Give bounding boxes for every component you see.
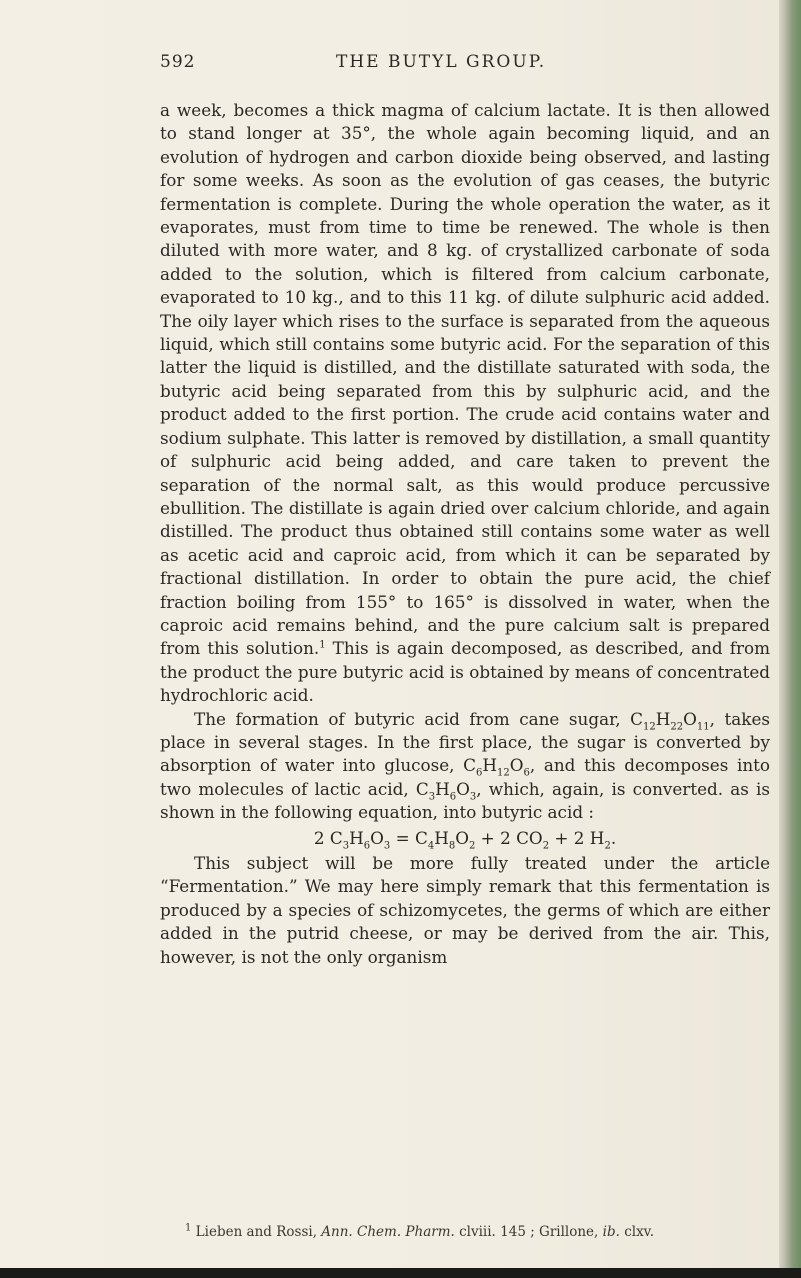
- body-text: [160, 99, 770, 969]
- page-number: 592: [160, 52, 196, 72]
- footnote: $^1$ Lieben and Rossi, Ann. Chem. Pharm. clviii. 145 ; Grillone, ib. clxv.: [185, 1222, 654, 1240]
- bottom-border: [0, 1268, 801, 1278]
- footnote-number: 1: [185, 1222, 192, 1234]
- footnote-marker: 1: [319, 639, 326, 651]
- page-header: [160, 52, 780, 76]
- running-head: THE BUTYL GROUP.: [336, 52, 547, 72]
- page-edge-shadow: [779, 0, 801, 1278]
- paragraph: a week, becomes a thick magma of calcium lactate. It is then allowed to stand longer at 35°, the whole again becoming liquid, and an evolution of hydrogen and carbon dioxide being observed, and lasting for some weeks. As soon as the evolution of gas ceases, the butyric fermentation is complete. During the whole operation the water, as it evaporates, must from time to time be renewed. The whole is then diluted with more water, and 8 kg. of crystallized carbonate of soda added to the solution, which is filtered from calcium carbonate, evaporated to 10 kg., and to this 11 kg. of dilute sulphuric acid added. The oily layer which rises to the surface is separated from the aqueous liquid, which still contains some butyric acid. For the separation of this latter the liquid is distilled, and the distillate saturated with soda, the butyric acid being separated from this by sulphuric acid, and the product added to the first portion. The crude acid contains water and sodium sulphate. This latter is removed by distillation, a small quantity of sulphuric acid being added, and care taken to prevent the separation of the normal salt, as this would produce percussive ebullition. The distillate is again dried over calcium chloride, and again distilled. The product thus obtained still contains some water as well as acetic acid and caproic acid, from which it can be separated by fractional distillation. In order to obtain the pure acid, the chief fraction boiling from 155° to 165° is dissolved in water, when the caproic acid remains behind, and the pure calcium salt is prepared from this solution.$^1$ This is again decomposed, as described, and from the product the pure butyric acid is obtained by means of concentrated hydrochloric acid.: [160, 100, 770, 706]
- chemical-equation: 2 $C_3H_6O_3 = C_4H_8O_2 + 2$ $CO_2 + 2$ $H_2$.: [313, 827, 617, 851]
- paragraph: This subject will be more fully treated under the article “Fermentation.” We may here simply remark that this fermentation is produced by a species of schizomycetes, the germs of which are either added in the putrid cheese, or may be derived from the air. This, however, is not the only organism: [160, 853, 770, 967]
- paragraph: The formation of butyric acid from cane sugar, $C_{12}H_{22}O_{11}$, takes place in several stages. In the first place, the sugar is converted by absorption of water into glucose, $C_6H_{12}O_6$, and this decomposes into two molecules of lactic acid, $C_3H_6O_3$, which, again, is converted. as is shown in the following equation, into butyric acid :: [160, 708, 771, 823]
